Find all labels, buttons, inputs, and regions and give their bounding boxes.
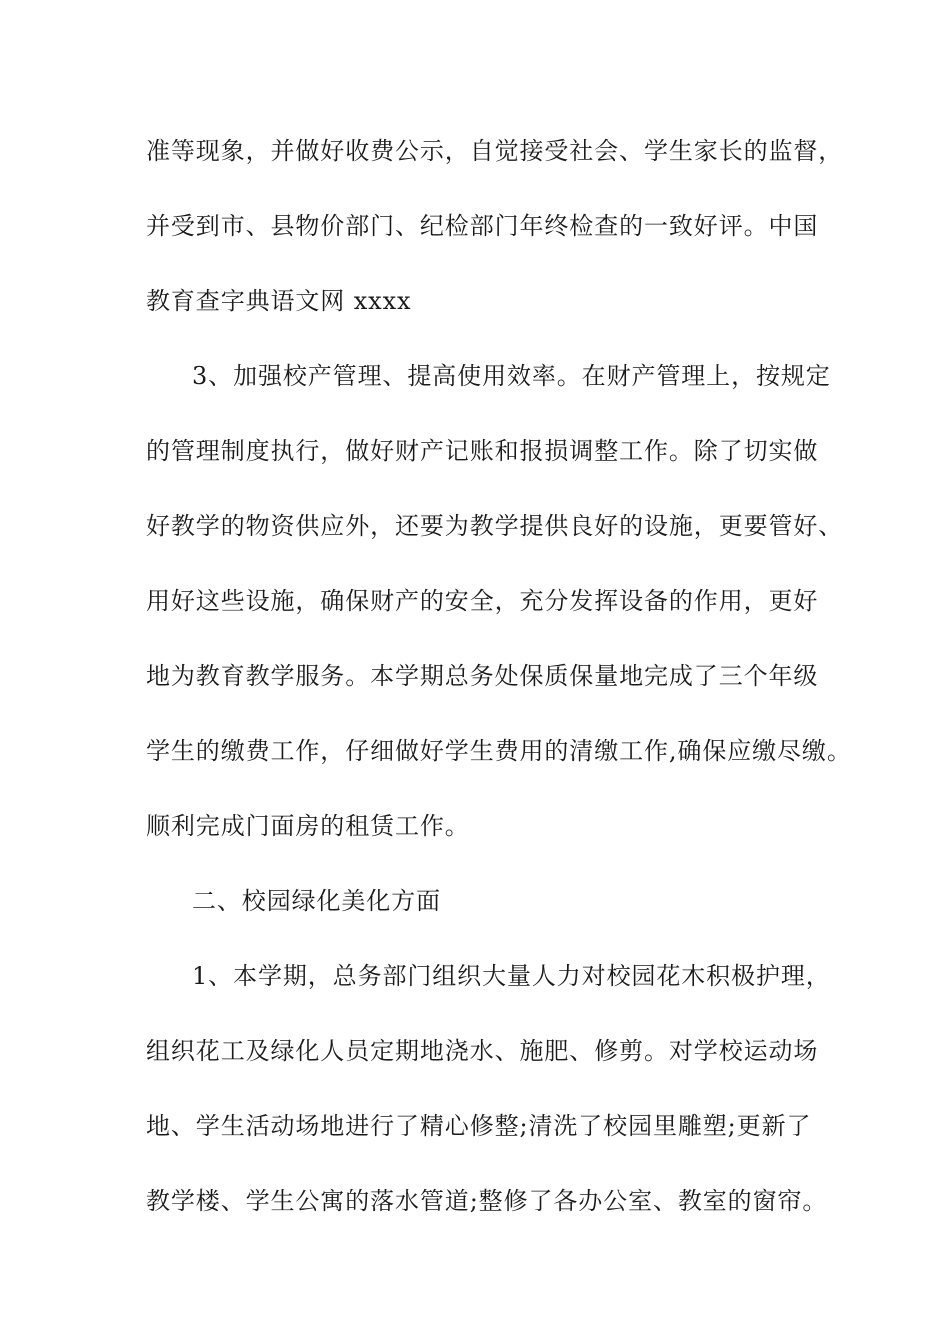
text-line-8: 地为教育教学服务。本学期总务处保质保量地完成了三个年级: [146, 662, 819, 690]
text-line-13: 组织花工及绿化人员定期地浇水、施肥、修剪。对学校运动场: [146, 1037, 819, 1065]
text-line-5: 的管理制度执行，做好财产记账和报损调整工作。除了切实做: [146, 437, 819, 465]
section-heading: 二、校园绿化美化方面: [192, 887, 441, 915]
text-line-10: 顺利完成门面房的租赁工作。: [146, 812, 470, 840]
text-line-3: 教育查字典语文网 xxxx: [146, 287, 412, 315]
text-line-7: 用好这些设施，确保财产的安全，充分发挥设备的作用，更好: [146, 587, 819, 615]
text-line-4: 3、加强校产管理、提高使用效率。在财产管理上，按规定: [192, 362, 831, 390]
text-line-9: 学生的缴费工作，仔细做好学生费用的清缴工作,确保应缴尽缴。: [146, 737, 852, 765]
text-line-2: 并受到市、县物价部门、纪检部门年终检查的一致好评。中国: [146, 212, 819, 240]
text-line-12: 1、本学期，总务部门组织大量人力对校园花木积极护理，: [192, 962, 831, 990]
text-line-14: 地、学生活动场地进行了精心修整;清洗了校园里雕塑;更新了: [146, 1112, 812, 1140]
text-line-1: 准等现象，并做好收费公示，自觉接受社会、学生家长的监督，: [146, 137, 844, 165]
text-line-6: 好教学的物资供应外，还要为教学提供良好的设施，更要管好、: [146, 512, 844, 540]
text-line-15: 教学楼、学生公寓的落水管道;整修了各办公室、教室的窗帘。: [146, 1187, 828, 1215]
